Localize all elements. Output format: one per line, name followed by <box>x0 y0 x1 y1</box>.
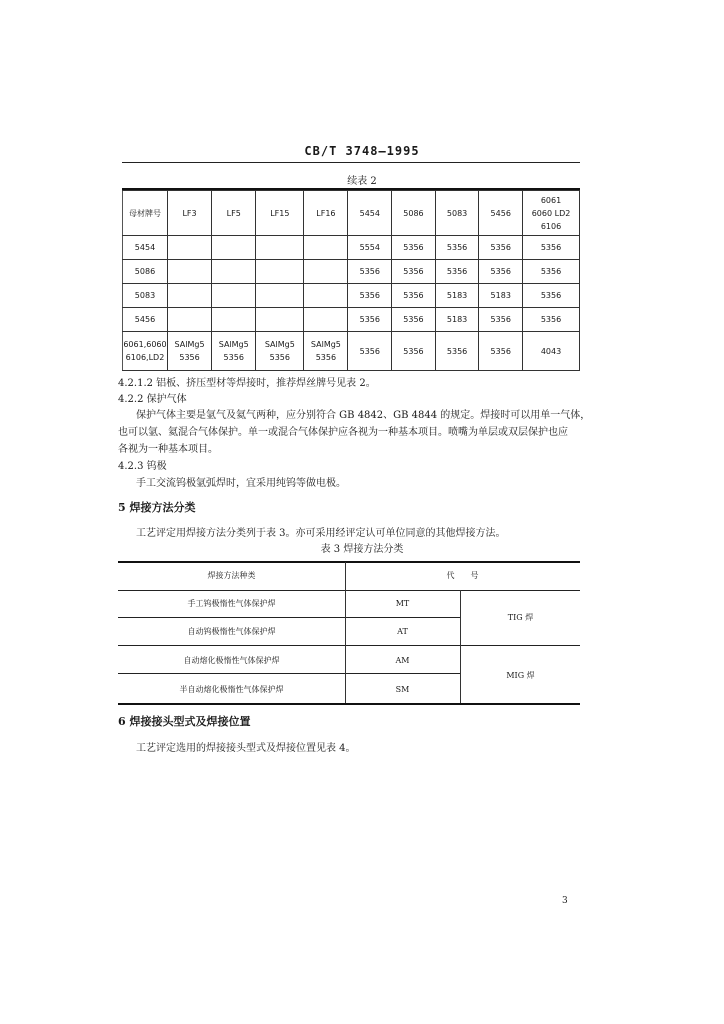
table2-cell <box>167 236 211 260</box>
table3-head-code: 代 号 <box>446 571 479 580</box>
table2-cell <box>304 308 348 332</box>
para-4-2-3: 手工交流钨极氩弧焊时，宜采用纯钨等做电极。 <box>136 478 346 489</box>
table2-col-header: 6061 6060 LD2 6106 <box>523 191 580 236</box>
table2-cell: 5356 <box>348 332 392 371</box>
table2-row-label: 6061,6060 6106,LD2 <box>123 332 168 371</box>
para-4-2-2-line2: 也可以氩、氦混合气体保护。单一或混合气体保护应各视为一种基本项目。喷嘴为单层或双层保护也应 <box>118 427 568 438</box>
page-number: 3 <box>562 896 568 906</box>
table2-cell: 4043 <box>523 332 580 371</box>
table2-cell: 5356 <box>348 308 392 332</box>
table2-cell: 5356 <box>348 284 392 308</box>
table2-row-label: 5456 <box>123 308 168 332</box>
document-header: CB/T 3748—1995 <box>304 144 420 158</box>
table2-cell <box>304 260 348 284</box>
table2-cell: 5356 <box>523 284 580 308</box>
table3-caption: 表 3 焊接方法分类 <box>320 544 404 555</box>
table2-cell: 5183 <box>435 284 479 308</box>
table2-col-header: LF5 <box>212 191 256 236</box>
table2-cell: 5356 <box>392 260 436 284</box>
table2-col-header: 5456 <box>479 191 523 236</box>
table2-col-header: 5454 <box>348 191 392 236</box>
table2-col-header: LF3 <box>167 191 211 236</box>
table2-cell: 5356 <box>392 284 436 308</box>
table2 <box>122 190 580 371</box>
table2-cell: SAlMg5 5356 <box>256 332 304 371</box>
table2-cell <box>212 284 256 308</box>
table2-col-header: 5086 <box>392 191 436 236</box>
table2-cell: 5356 <box>523 260 580 284</box>
table2-cell: 5356 <box>435 260 479 284</box>
table2-cell <box>212 308 256 332</box>
table2-cell: 5356 <box>435 236 479 260</box>
table2-corner: 母材牌号 <box>123 191 168 236</box>
section-4-2-3: 4.2.3 钨极 <box>118 461 167 472</box>
table2-cell <box>212 260 256 284</box>
table3-group-mig: MIG 焊 <box>506 671 535 680</box>
table3-method: 手工钨极惰性气体保护焊 <box>187 599 276 608</box>
table3-code: AT <box>397 627 408 636</box>
table2-cell: 5356 <box>392 308 436 332</box>
table2-row <box>123 332 580 371</box>
para-6: 工艺评定选用的焊接接头型式及焊接位置见表 4。 <box>136 743 356 754</box>
section-4-2-2: 4.2.2 保护气体 <box>118 394 187 405</box>
table2-cell: 5554 <box>348 236 392 260</box>
table2-cell <box>167 284 211 308</box>
table2-cell <box>304 236 348 260</box>
table2-col-header: LF15 <box>256 191 304 236</box>
table2-cell: 5356 <box>479 332 523 371</box>
table2-cell: 5183 <box>479 284 523 308</box>
table2-cell <box>212 236 256 260</box>
table3-method: 半自动熔化极惰性气体保护焊 <box>179 685 284 694</box>
section-4-2-1-2: 4.2.1.2 铝板、挤压型材等焊接时，推荐焊丝牌号见表 2。 <box>118 378 376 389</box>
header-rule <box>122 162 580 163</box>
table2-cell: 5356 <box>479 260 523 284</box>
table3-group-tig: TIG 焊 <box>507 613 534 622</box>
table2-col-header: LF16 <box>304 191 348 236</box>
table2-row <box>123 308 580 332</box>
table2-cell <box>256 284 304 308</box>
table2-cell: 5356 <box>523 308 580 332</box>
table2-row-label: 5086 <box>123 260 168 284</box>
table2-cell <box>256 260 304 284</box>
table2-cell: 5356 <box>348 260 392 284</box>
table3-head-method: 焊接方法种类 <box>207 571 256 580</box>
table3-method: 自动钨极惰性气体保护焊 <box>187 627 276 636</box>
para-4-2-2-line3: 各视为一种基本项目。 <box>118 444 218 455</box>
table2-cell: SAlMg5 5356 <box>167 332 211 371</box>
table2-caption: 续表 2 <box>347 176 377 187</box>
table2-cell: 5356 <box>479 236 523 260</box>
table2-header-row <box>123 191 580 236</box>
table2-col-header: 5083 <box>435 191 479 236</box>
section-6-title: 6 焊接接头型式及焊接位置 <box>118 715 251 728</box>
table2-cell: 5183 <box>435 308 479 332</box>
table2-row-label: 5454 <box>123 236 168 260</box>
table2-cell <box>167 260 211 284</box>
section-5-title: 5 焊接方法分类 <box>118 501 196 514</box>
table2-row <box>123 260 580 284</box>
table2-row <box>123 236 580 260</box>
table2-cell: 5356 <box>392 332 436 371</box>
table2-row <box>123 284 580 308</box>
table2-cell: SAlMg5 5356 <box>212 332 256 371</box>
table2-cell: SAlMg5 5356 <box>304 332 348 371</box>
table2-cell <box>256 308 304 332</box>
table3-code: MT <box>395 599 410 608</box>
table2-cell <box>167 308 211 332</box>
table2-cell: 5356 <box>479 308 523 332</box>
table3-method: 自动熔化极惰性气体保护焊 <box>183 656 280 665</box>
table2-row-label: 5083 <box>123 284 168 308</box>
table2-cell: 5356 <box>523 236 580 260</box>
table2-cell <box>304 284 348 308</box>
para-4-2-2-line1: 保护气体主要是氩气及氦气两种，应分别符合 GB 4842、GB 4844 的规定。焊接时可以用单一气体， <box>136 410 591 421</box>
table3-code: SM <box>395 685 410 694</box>
table2-cell: 5356 <box>392 236 436 260</box>
para-5: 工艺评定用焊接方法分类列于表 3。亦可采用经评定认可单位同意的其他焊接方法。 <box>136 528 506 539</box>
table3-code: AM <box>395 656 410 665</box>
table2-cell: 5356 <box>435 332 479 371</box>
table2-cell <box>256 236 304 260</box>
